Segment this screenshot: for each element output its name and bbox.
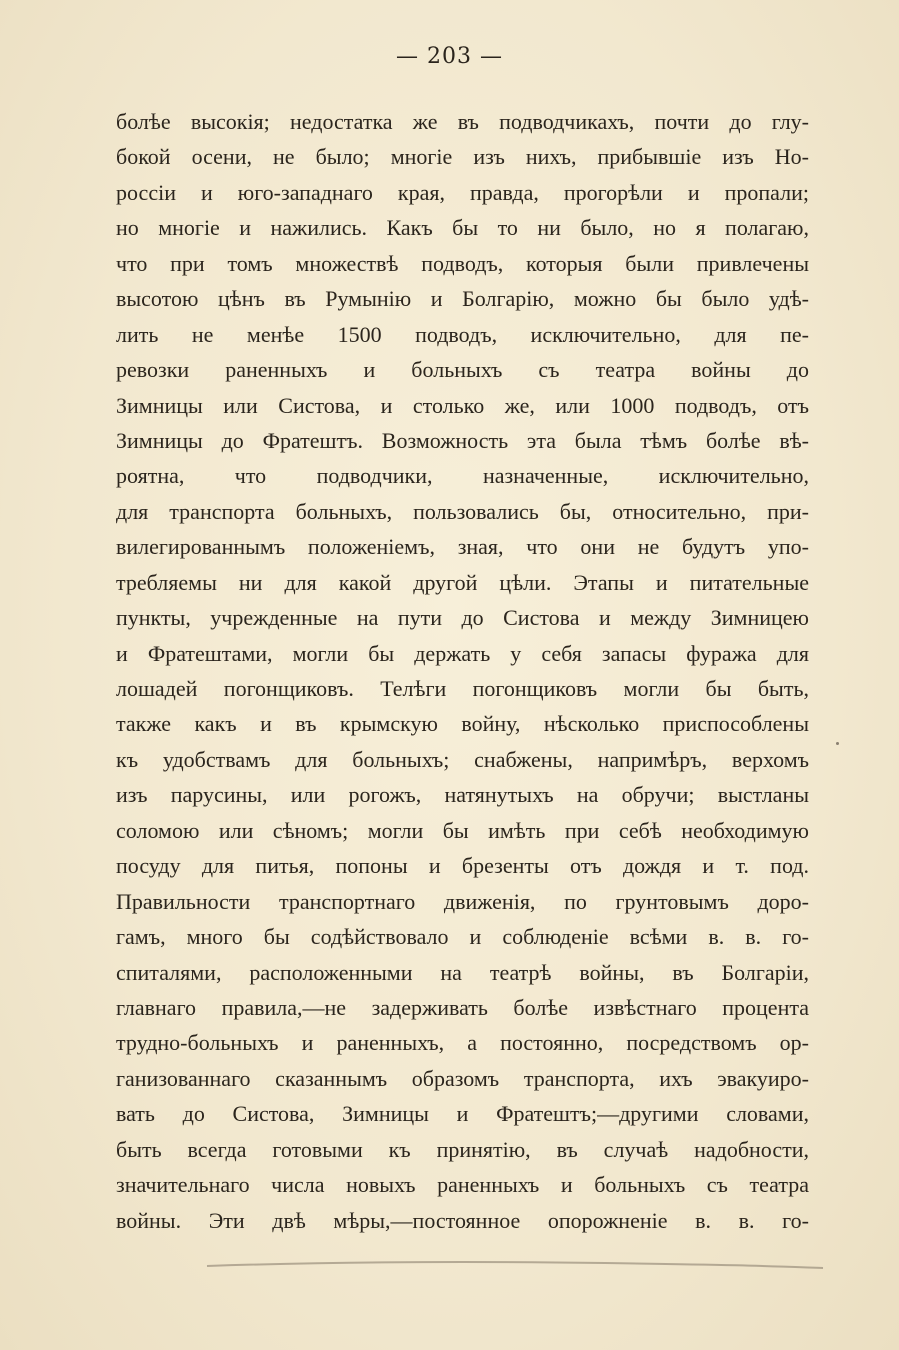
text-line: войны. Эти двѣ мѣры,—постоянное опорожненіе в. в. го- <box>116 1207 809 1233</box>
text-line: значительнаго числа новыхъ раненныхъ и больныхъ съ театра <box>116 1172 809 1198</box>
text-line: къ удобствамъ для больныхъ; снабжены, напримѣръ, верхомъ <box>116 746 809 772</box>
text-line: Зимницы или Систова, и столько же, или 1000 подводъ, отъ <box>116 392 809 418</box>
text-line: соломою или сѣномъ; могли бы имѣть при себѣ необходимую <box>116 817 809 843</box>
text-line: требляемы ни для какой другой цѣли. Этапы и питательные <box>116 569 809 595</box>
text-line: вилегированнымъ положеніемъ, зная, что они не будутъ упо- <box>116 534 809 560</box>
pencil-underline-mark <box>205 1258 825 1272</box>
text-line: Правильности транспортнаго движенія, по грунтовымъ доро- <box>116 888 809 914</box>
text-line: изъ парусины, или рогожъ, натянутыхъ на обручи; выстланы <box>116 782 809 808</box>
text-line: также какъ и въ крымскую войну, нѣсколько приспособлены <box>116 711 809 737</box>
text-line: главнаго правила,—не задерживать болѣе извѣстнаго процента <box>116 994 809 1020</box>
text-line: гамъ, много бы содѣйствовало и соблюденіе всѣми в. в. го- <box>116 924 809 950</box>
text-line: и Фратештами, могли бы держать у себя запасы фуража для <box>116 640 809 666</box>
ink-speck <box>836 742 839 745</box>
text-line: лошадей погонщиковъ. Телѣги погонщиковъ могли бы быть, <box>116 676 809 701</box>
page-number: — 203 — <box>396 44 503 69</box>
text-line: высотою цѣнъ въ Румынію и Болгарію, можно бы было удѣ- <box>116 286 809 312</box>
text-line: что при томъ множествѣ подводъ, которыя были привлечены <box>116 250 809 276</box>
text-line: Зимницы до Фратештъ. Возможность эта была тѣмъ болѣе вѣ- <box>116 427 809 453</box>
text-line: спиталями, расположенными на театрѣ войны, въ Болгаріи, <box>116 959 809 985</box>
text-line: болѣе высокія; недостатка же въ подводчикахъ, почти до глу- <box>116 109 809 134</box>
text-line: быть всегда готовыми къ принятію, въ случаѣ надобности, <box>116 1136 809 1162</box>
text-line: роятна, что подводчики, назначенные, исключительно, <box>116 463 809 489</box>
text-line: лить не менѣе 1500 подводъ, исключительно, для пе- <box>116 321 809 347</box>
text-line: бокой осени, не было; многіе изъ нихъ, прибывшіе изъ Но- <box>116 144 809 170</box>
text-line: ганизованнаго сказаннымъ образомъ транспорта, ихъ эвакуиро- <box>116 1065 809 1091</box>
text-line: для транспорта больныхъ, пользовались бы, относительно, при- <box>116 498 809 524</box>
text-line: трудно-больныхъ и раненныхъ, а постоянно, посредствомъ ор- <box>116 1030 809 1056</box>
text-line: вать до Систова, Зимницы и Фратештъ;—другими словами, <box>116 1101 809 1127</box>
text-line: посуду для питья, попоны и брезенты отъ дождя и т. под. <box>116 853 809 879</box>
text-line: пункты, учрежденные на пути до Систова и между Зимницею <box>116 605 809 631</box>
text-line: ревозки раненныхъ и больныхъ съ театра войны до <box>116 357 809 383</box>
body-text <box>116 104 809 1238</box>
text-line: россіи и юго-западнаго края, правда, прогорѣли и пропали; <box>116 179 809 205</box>
text-line: но многіе и нажились. Какъ бы то ни было, но я полагаю, <box>116 215 809 241</box>
